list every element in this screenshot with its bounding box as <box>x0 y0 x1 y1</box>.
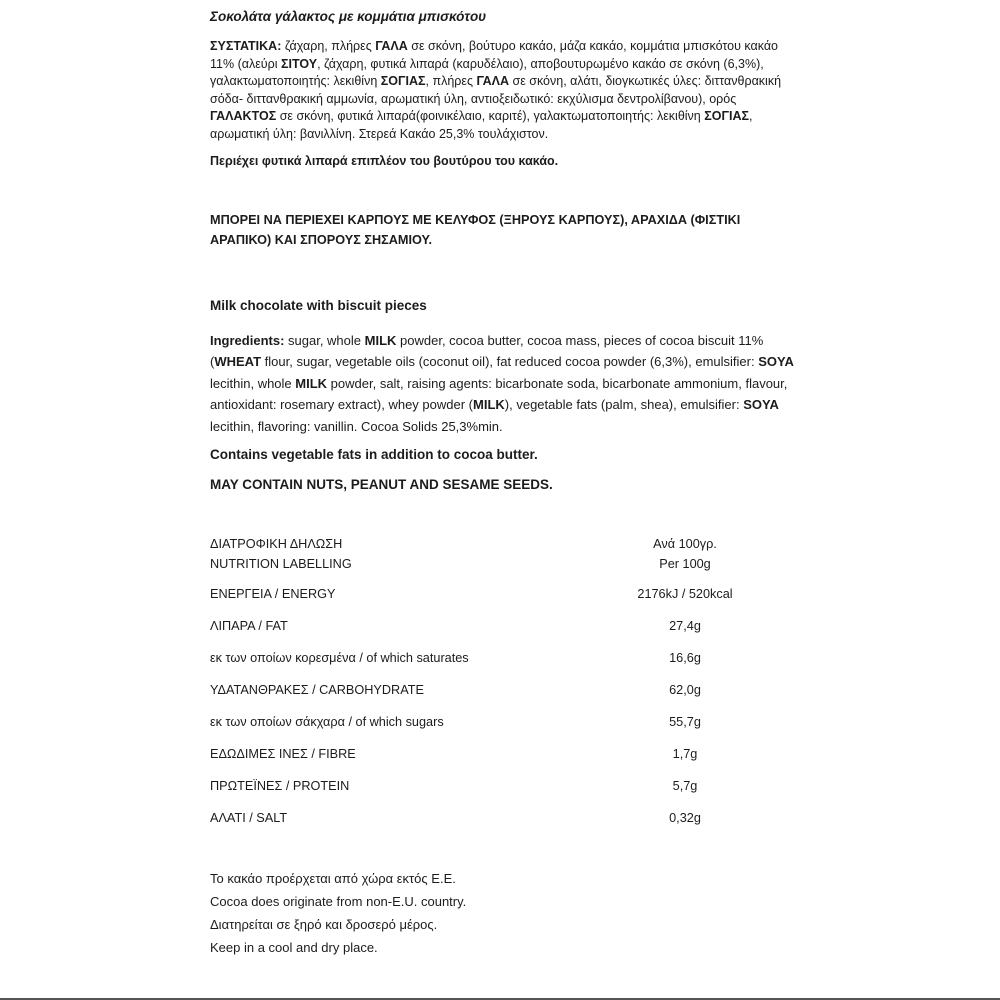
cocoa-origin-greek: Το κακάο προέρχεται από χώρα εκτός Ε.Ε. <box>210 871 456 886</box>
nutrition-header-per100-english: Per 100g <box>659 557 711 571</box>
nutrition-value: 27,4g <box>669 619 701 633</box>
allergen-warning-english: MAY CONTAIN NUTS, PEANUT AND SESAME SEEDS. <box>210 477 553 492</box>
vegetable-fats-note-english: Contains vegetable fats in addition to cocoa butter. <box>210 447 538 462</box>
nutrition-label: ΥΔΑΤΑΝΘΡΑΚΕΣ / CARBOHYDRATE <box>210 683 424 697</box>
nutrition-row-salt <box>210 809 800 827</box>
nutrition-value: 62,0g <box>669 683 701 697</box>
nutrition-header-label-greek: ΔΙΑΤΡΟΦΙΚΗ ΔΗΛΩΣΗ <box>210 537 343 551</box>
nutrition-label: ΠΡΩΤΕΪΝΕΣ / PROTEIN <box>210 779 350 793</box>
vegetable-fats-note-greek: Περιέχει φυτικά λιπαρά επιπλέον του βουτύρου του κακάο. <box>210 154 559 168</box>
nutrition-value: 55,7g <box>669 715 701 729</box>
nutrition-header-label-english: NUTRITION LABELLING <box>210 557 352 571</box>
nutrition-label: εκ των οποίων κορεσμένα / of which saturates <box>210 651 469 665</box>
nutrition-header-per100-greek: Ανά 100γρ. <box>653 537 717 551</box>
nutrition-value: 5,7g <box>672 779 698 793</box>
nutrition-value: 16,6g <box>669 651 701 665</box>
nutrition-label: εκ των οποίων σάκχαρα / of which sugars <box>210 715 444 729</box>
nutrition-label: ΕΝΕΡΓΕΙΑ / ENERGY <box>210 587 336 601</box>
nutrition-value: 0,32g <box>669 811 701 825</box>
nutrition-row-fat <box>210 617 800 635</box>
nutrition-header-label <box>210 534 570 574</box>
allergen-warning-greek: ΜΠΟΡΕΙ ΝΑ ΠΕΡΙΕΧΕΙ ΚΑΡΠΟΥΣ ΜΕ ΚΕΛΥΦΟΣ (ΞΗΡΟΥΣ ΚΑΡΠΟΥΣ), ΑΡΑΧΙΔΑ (ΦΙΣΤΙΚΙ ΑΡΑΠΙΚΟ) ΚΑΙ ΣΠΟΡΟΥΣ ΣΗΣΑΜΙΟΥ. <box>210 212 741 247</box>
ingredients-paragraph-greek: ΣΥΣΤΑΤΙΚΑ: ζάχαρη, πλήρες ΓΑΛΑ σε σκόνη, βούτυρο κακάο, μάζα κακάο, κομμάτια μπισκότου κακάο 11% (αλεύρι ΣΙΤΟΥ, ζάχαρη, φυτικά λιπαρά (καρυδέλαιο), αποβουτυρωμένο κακάο σε σκόνη (6,3%), γαλακτωματοποιητής: λεκιθίνη ΣΟΓΙΑΣ, πλήρες ΓΑΛΑ σε σκόνη, αλάτι, διογκωτικές ύλες: διττανθρακική σόδα- διττανθρακική αμμωνία, αρωματική ύλη, αντιοξειδωτικό: εκχύλισμα δεντρολίβανου), ορός ΓΑΛΑΚΤΟΣ σε σκόνη, φυτικά λιπαρά(φοινικέλαιο, καριτέ), γαλακτωματοποιητής: λεκιθίνη ΣΟΓΙΑΣ, αρωματική ύλη: βανιλλίνη. Στερεά Κακάο 25,3% τουλάχιστον. <box>210 39 782 141</box>
nutrition-value: 2176kJ / 520kcal <box>637 587 733 601</box>
nutrition-row-sugars <box>210 713 800 731</box>
product-title-greek: Σοκολάτα γάλακτος με κομμάτια μπισκότου <box>210 9 487 24</box>
nutrition-label: ΕΔΩΔΙΜΕΣ ΙΝΕΣ / FIBRE <box>210 747 356 761</box>
storage-note-greek: Διατηρείται σε ξηρό και δροσερό μέρος. <box>210 917 438 932</box>
storage-origin-note <box>210 867 800 959</box>
nutrition-row-saturates <box>210 649 800 667</box>
nutrition-row-fibre <box>210 745 800 763</box>
product-title-english: Milk chocolate with biscuit pieces <box>210 297 427 313</box>
nutrition-header-value <box>570 534 800 574</box>
cocoa-origin-english: Cocoa does originate from non-E.U. country. <box>210 894 467 909</box>
nutrition-label: ΑΛΑΤΙ / SALT <box>210 811 288 825</box>
nutrition-row-energy <box>210 585 800 603</box>
nutrition-header-row <box>210 534 800 574</box>
ingredients-paragraph-english: Ingredients: sugar, whole MILK powder, cocoa butter, cocoa mass, pieces of cocoa biscuit 11% (WHEAT flour, sugar, vegetable oils (coconut oil), fat reduced cocoa powder (6,3%), emulsifier: SOYA lecithin, whole MILK powder, salt, raising agents: bicarbonate soda, bicarbonate ammonium, flavour, antioxidant: rosemary extract), whey powder (MILK), vegetable fats (palm, shea), emulsifier: SOYA lecithin, flavoring: vanillin. Cocoa Solids 25,3%min. <box>210 332 794 434</box>
nutrition-table <box>210 534 800 827</box>
storage-note-english: Keep in a cool and dry place. <box>210 940 378 955</box>
nutrition-row-protein <box>210 777 800 795</box>
nutrition-value: 1,7g <box>672 747 698 761</box>
nutrition-row-carbohydrate <box>210 681 800 699</box>
nutrition-label: ΛΙΠΑΡΑ / FAT <box>210 619 288 633</box>
label-content <box>210 8 800 959</box>
